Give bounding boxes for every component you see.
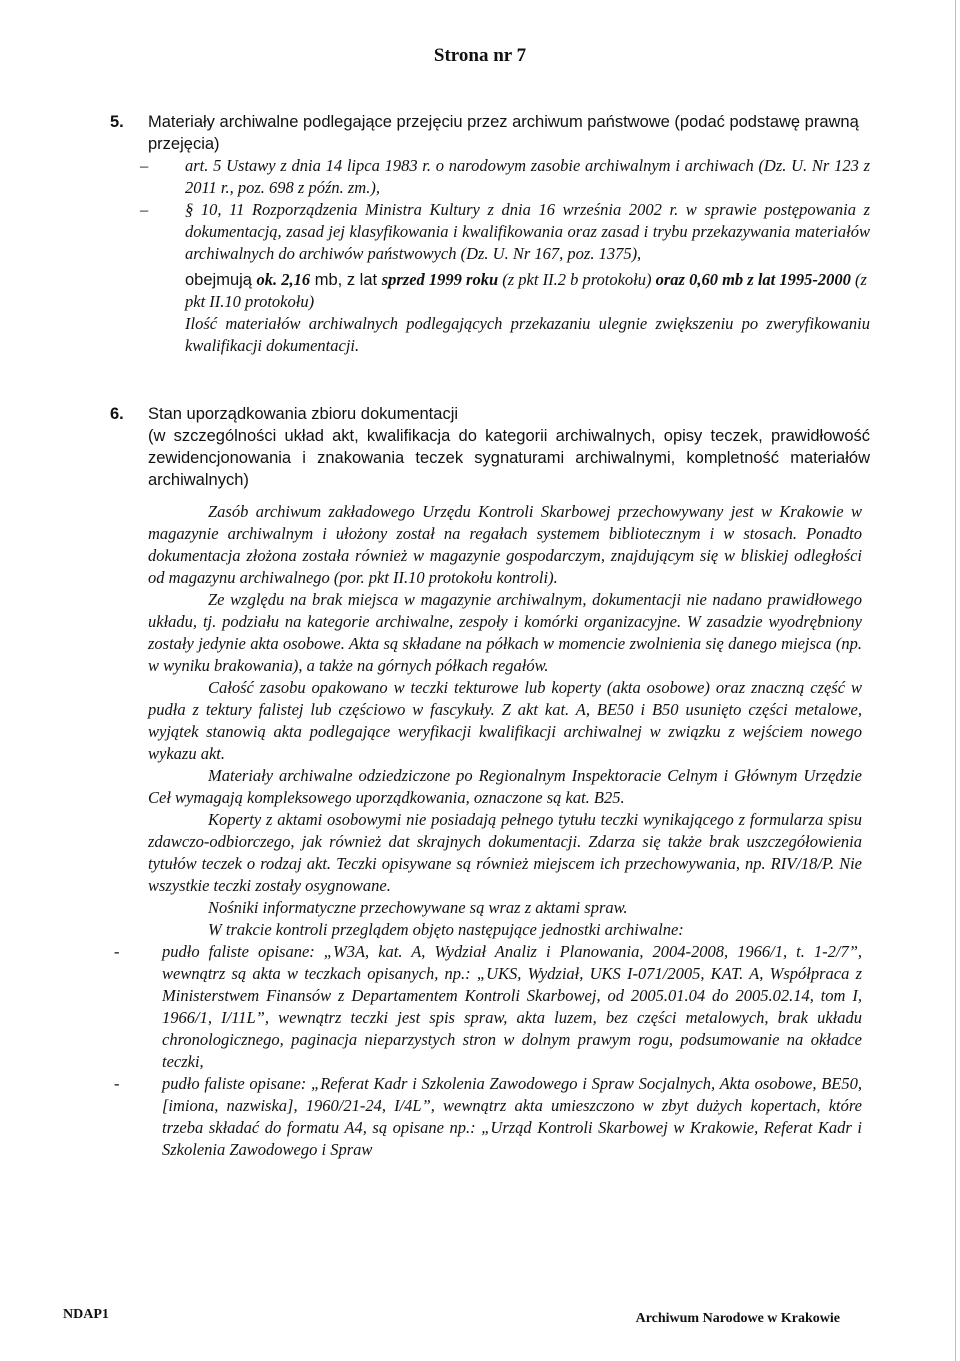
section-6-number: 6. [110,405,124,423]
inspected-unit-text-1: pudło faliste opisane: „W3A, kat. A, Wydział Analiz i Planowania, 2004-2008, 1966/1, t. 1-2/7”, wewnątrz są akta w teczkach opisanych, np.: „UKS, Wydział, UKS I-071/2005, KAT. A, Współpraca z Ministerstwem Finansów z Departamentem Kontroli Skarbowej, od 2005.01.04 do 2005.02.14, tom I, 1966/1, I/11L”, wewnątrz teczki jest spis spraw, akta luzem, bez części metalowych, brak układu chronologicznego, paginacja nieparzystych stron w dolnym prawym rogu, podsumowanie na okładce teczki, [162,942,862,1071]
dash-bullet: - [114,942,120,961]
finding-paragraph-1: Zasób archiwum zakładowego Urzędu Kontroli Skarbowej przechowywany jest w Krakowie w magazynie archiwalnym i ułożony został na regałach systemem bibliotecznym i w stosach. Ponadto dokumentacja złożona została również w magazynie gospodarczym, znajdującym się w bliskiej odległości od magazynu archiwalnego (por. pkt II.10 protokołu kontroli). [148,502,862,587]
scan-edge-line [955,0,956,1361]
finding-paragraph-7: W trakcie kontroli przeglądem objęto następujące jednostki archiwalne: [208,920,684,939]
section-5-heading: Materiały archiwalne podlegające przejęciu przez archiwum państwowe (podać podstawę prawną przejęcia) [148,113,859,153]
page-number-title: Strona nr 7 [433,45,527,66]
finding-paragraph-2: Ze względu na brak miejsca w magazynie archiwalnym, dokumentacji nie nadano prawidłowego układu, tj. podziału na kategorie archiwalne, zespoły i komórki organizacyjne. W zasadzie wyodrębniony zostały jedynie akta osobowe. Akta są składane na półkach w momencie zwolnienia się danego miejsca (np. w wyniku brakowania), a także na górnych półkach regałów. [148,590,862,675]
amount-part-a: obejmują [185,271,257,289]
footer-institution: Archiwum Narodowe w Krakowie [635,1311,840,1326]
section-6-subheading: (w szczególności układ akt, kwalifikacja do kategorii archiwalnych, opisy teczek, prawidłowość zewidencjonowania i znakowania teczek sygnaturami archiwalnymi, kompletność materiałów archiwalnych) [148,427,870,489]
amount-part-c: mb, z lat [310,271,382,289]
amount-part-b: ok. 2,16 [256,270,311,289]
dash-bullet: – [140,156,149,175]
legal-basis-text-1: art. 5 Ustawy z dnia 14 lipca 1983 r. o narodowym zasobie archiwalnym i archiwach (Dz. U. Nr 123 z 2011 r., poz. 698 z późn. zm.), [185,156,870,197]
archival-amount [148,269,870,313]
amount-part-e: (z pkt II.2 b protokołu) [498,270,656,289]
dash-bullet: – [140,200,149,219]
inspected-unit-text-2: pudło faliste opisane: „Referat Kadr i Szkolenia Zawodowego i Spraw Socjalnych, Akta osobowe, BE50, [imiona, nazwiska], 1960/21-24, I/4L”, wewnątrz akta umieszczono w zbyt dużych kopertach, które trzeba składać do formatu A4, są opisane np.: „Urząd Kontroli Skarbowej w Krakowie, Referat Kadr i Szkolenia Zawodowego i Spraw [162,1074,862,1159]
inspected-unit-1 [114,941,862,1073]
finding-paragraph-6: Nośniki informatyczne przechowywane są wraz z aktami spraw. [208,898,628,917]
section-5 [110,111,870,357]
amount-part-d: sprzed 1999 roku [381,270,499,289]
finding-paragraph-3: Całość zasobu opakowano w teczki tekturowe lub koperty (akta osobowe) oraz znaczną część w pudła z tektury falistej lub częściowo w fascykuły. Z akt kat. A, BE50 i B50 usunięto części metalowe, wyjątek stanowią akta podlegające weryfikacji kwalifikacji archiwalnej w związku z wejściem nowego wykazu akt. [148,678,862,763]
section-6-findings [110,501,862,1161]
finding-paragraph-5: Koperty z aktami osobowymi nie posiadają pełnego tytułu teczki wynikającego z formularza spisu zdawczo-odbiorczego, jak również dat skrajnych dokumentacji. Zdarza się także brak uszczegółowienia tytułów teczek o rodzaj akt. Teczki opisywane są również miejscem ich przechowywania, np. RIV/18/P. Nie wszystkie teczki zostały osygnowane. [148,810,862,895]
amount-part-f: oraz 0,60 mb z lat 1995-2000 [655,270,851,289]
legal-basis-item-2 [110,199,870,265]
amount-part-g: (z pkt II.10 protokołu) [185,270,867,311]
amount-note: Ilość materiałów archiwalnych podlegających przekazaniu ulegnie zwiększeniu po zweryfikowaniu kwalifikacji dokumentacji. [185,314,870,355]
legal-basis-text-2: § 10, 11 Rozporządzenia Ministra Kultury z dnia 16 września 2002 r. w sprawie postępowania z dokumentacją, zasad jej klasyfikowania i kwalifikowania oraz zasad i trybu przekazywania materiałów archiwalnych do archiwów państwowych (Dz. U. Nr 167, poz. 1375), [185,200,870,263]
dash-bullet: - [114,1074,120,1093]
section-5-body [110,111,870,357]
footer-form-code: NDAP1 [63,1307,109,1322]
section-6-heading: Stan uporządkowania zbioru dokumentacji [148,405,459,423]
finding-paragraph-4: Materiały archiwalne odziedziczone po Regionalnym Inspektoracie Celnym i Głównym Urzędzie Ceł wymagają kompleksowego uporządkowania, oznaczone są kat. B25. [148,766,862,807]
section-6-body [110,403,870,491]
legal-basis-item-1 [110,155,870,199]
inspected-unit-2 [114,1073,862,1161]
section-5-number: 5. [110,113,124,131]
section-6 [110,403,870,1161]
